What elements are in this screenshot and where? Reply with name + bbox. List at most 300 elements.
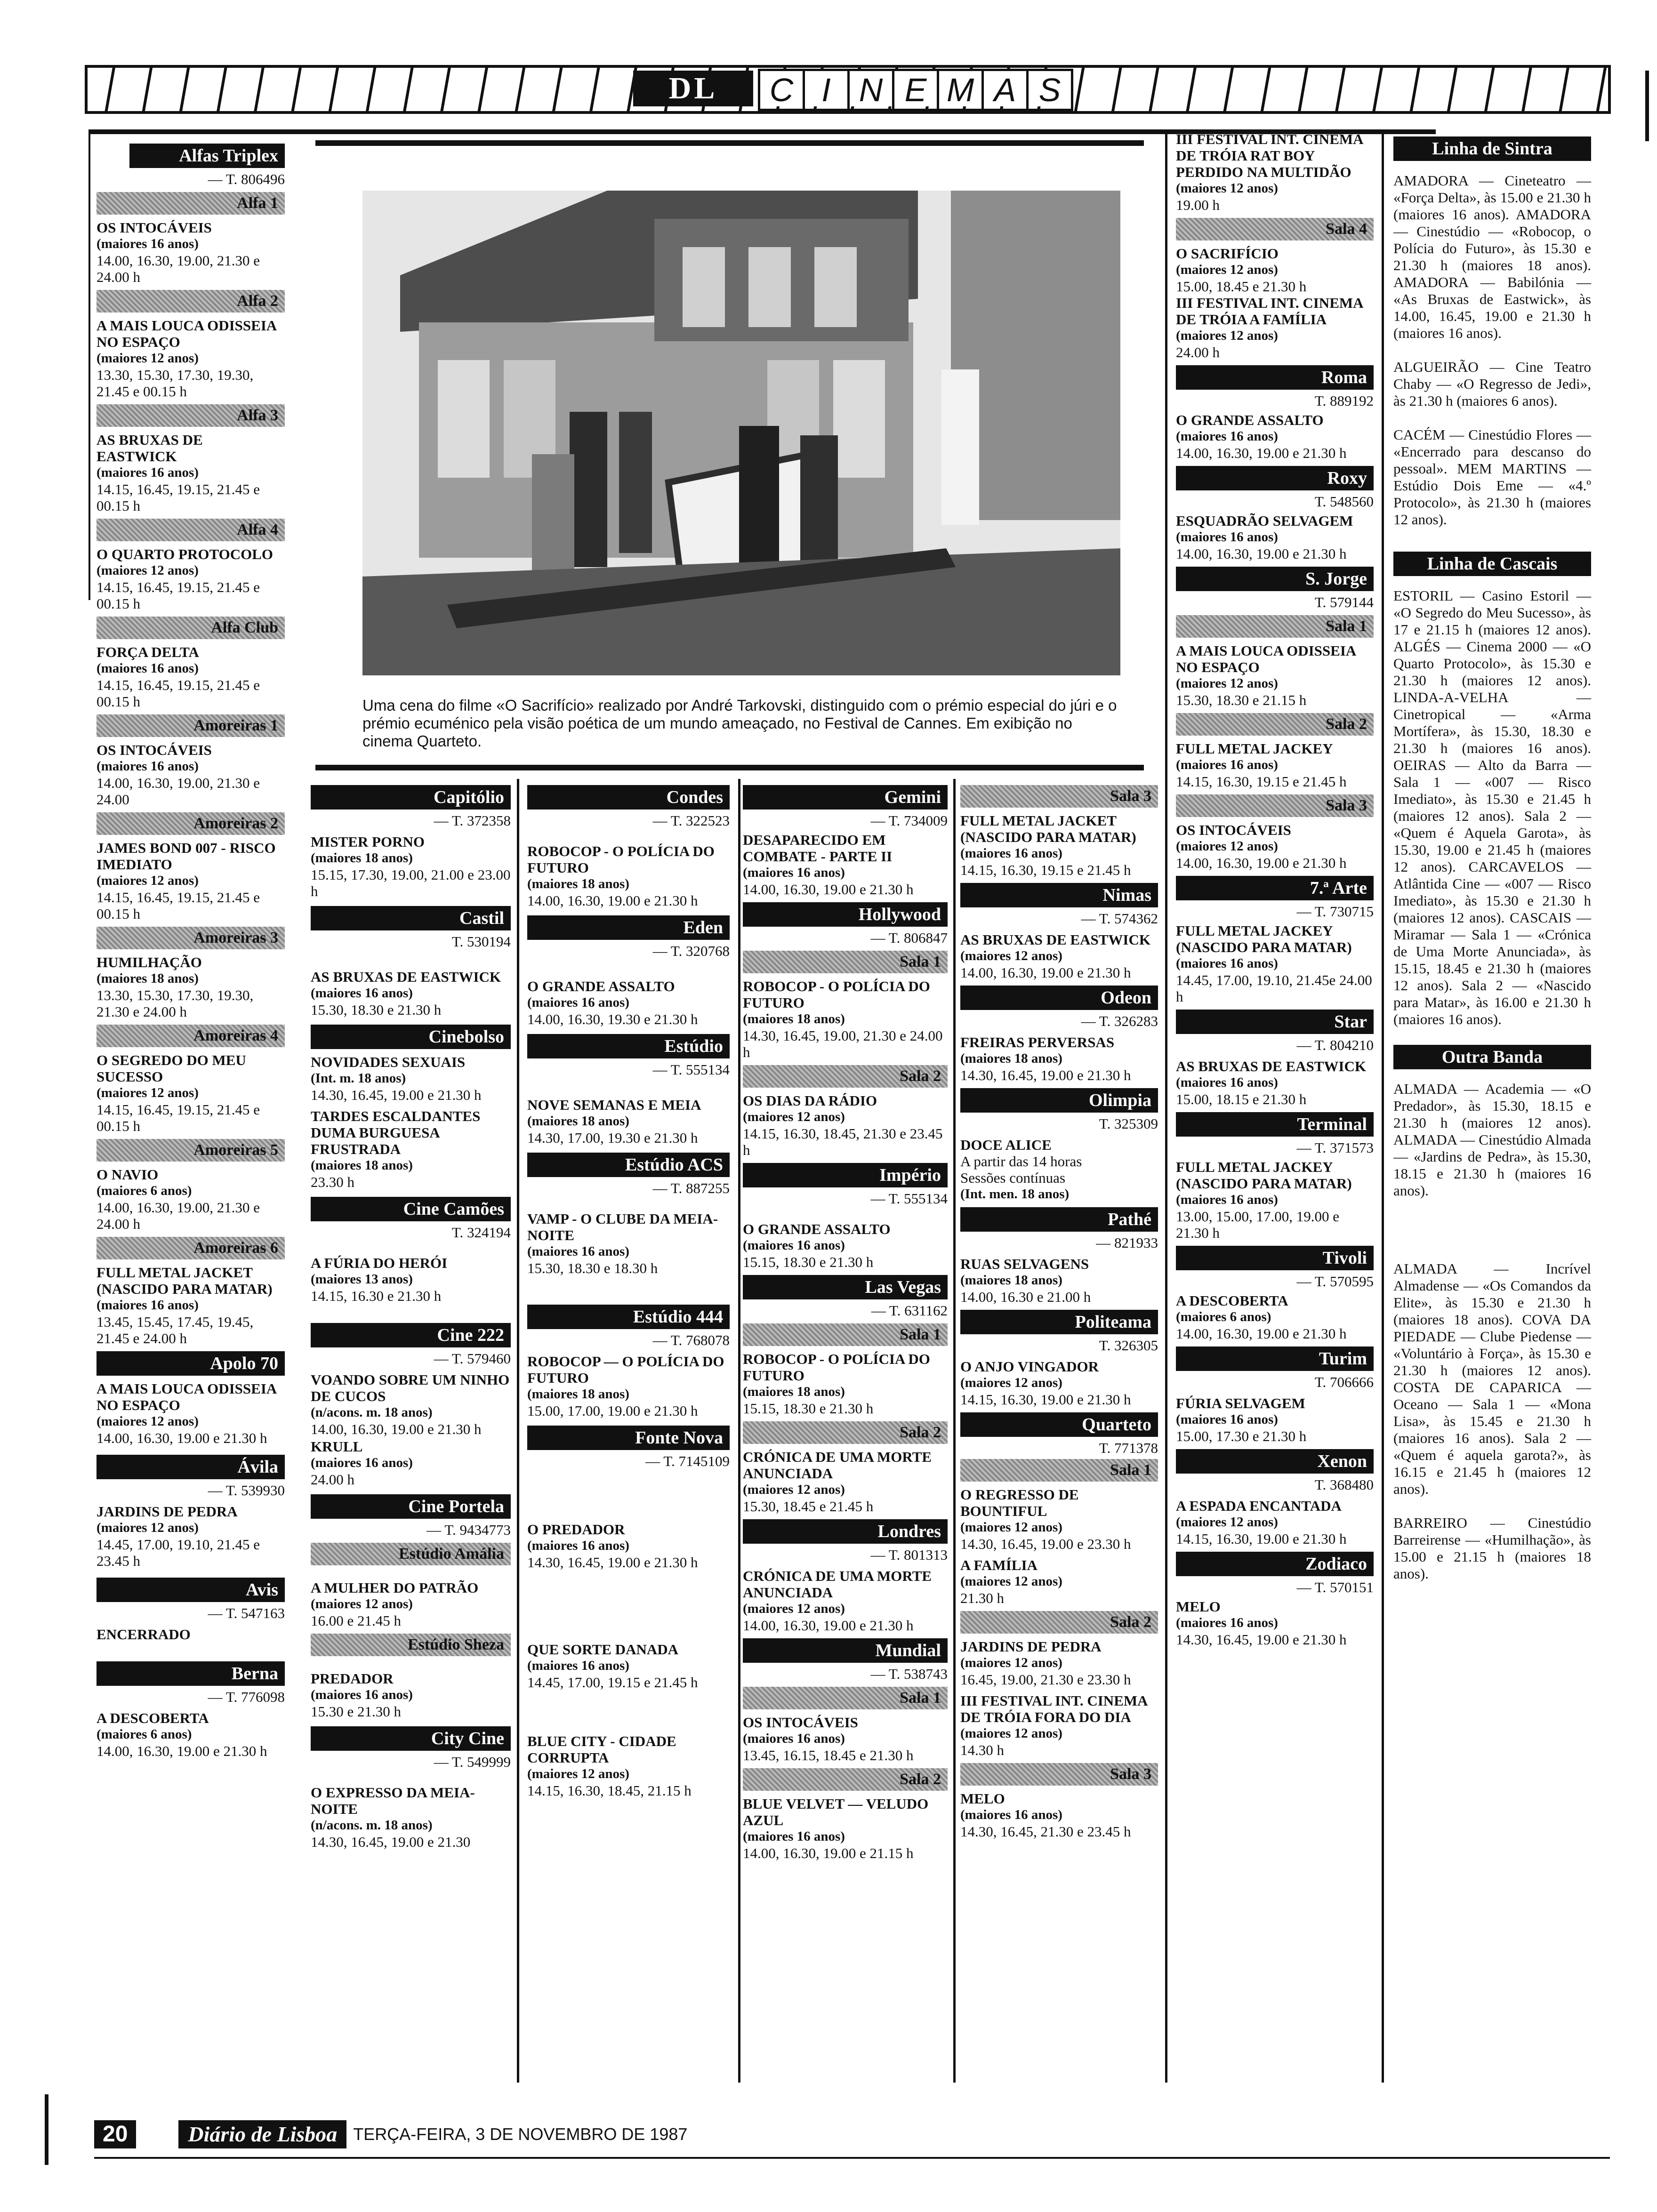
age-rating: (maiores 16 anos) [311,1455,413,1470]
column-1 [97,144,285,1759]
film-title: DESAPARECIDO EM COMBATE - PARTE II [743,832,893,865]
showtimes: 14.30, 16.45, 21.30 e 23.45 h [960,1823,1131,1840]
film-title: AS BRUXAS DE EASTWICK [311,969,501,985]
column-right-a [1176,131,1374,1648]
age-rating: (maiores 12 anos) [960,1655,1062,1670]
showtimes: 14.00, 16.30, 19.00, 21.30 e 24.00 h [97,252,260,285]
screen-header: Amoreiras 2 [97,812,285,835]
film-title: MELO [1176,1598,1221,1615]
film-title: HUMILHAÇÃO [97,954,202,970]
section-letter: E [892,69,939,111]
age-rating: (maiores 16 anos) [97,661,199,676]
showtimes: 14.15, 16.30, 19.00 e 21.30 h [960,1391,1131,1408]
age-rating: (maiores 16 anos) [1176,429,1278,444]
showtimes: 15.00, 18.15 e 21.30 h [1176,1091,1307,1107]
phone-number: T. 324194 [451,1224,511,1241]
phone-number: — T. 9434773 [426,1522,511,1538]
cinema-header: Nimas [960,883,1158,907]
showtimes: 24.00 h [311,1471,354,1488]
film-title: OS INTOCÁVEIS [97,219,212,236]
age-rating: (maiores 12 anos) [1176,1515,1278,1530]
screen-header: Amoreiras 6 [97,1237,285,1259]
age-rating: (maiores 16 anos) [527,1658,629,1673]
phone-number: — T. 322523 [652,812,730,829]
cinema-header: Cine Portela [311,1494,511,1519]
age-rating: (maiores 12 anos) [1176,328,1278,343]
phone-number: — T. 631162 [871,1302,948,1319]
age-rating: (maiores 16 anos) [97,1298,199,1313]
cinema-header: Cine 222 [311,1323,511,1347]
showtimes: 14.00, 16.30, 19.00 e 21.30 h [1176,855,1347,871]
cinema-header: Capitólio [311,785,511,809]
screen-header: Sala 3 [960,785,1158,808]
film-title: ROBOCOP - O POLÍCIA DO FUTURO [743,1351,930,1384]
film-title: O GRANDE ASSALTO [743,1221,891,1237]
region-listing: AMADORA — Cineteatro — «Força Delta», às 15.00 e 21.30 h (maiores 16 anos). AMADORA — Cinestúdio — «Robocop, o Polícia do Futuro», às 15.30 e 21.30 h (maiores 18 anos). AMADORA — Babilónia — «As Bruxas de Eastwick», às 14.00, 16.45, 19.00 e 21.30 h (maiores 16 anos). [1393,172,1591,341]
age-rating: (maiores 13 anos) [311,1272,413,1287]
film-title: A FÚRIA DO HERÓI [311,1255,448,1271]
age-rating: (n/acons. m. 18 anos) [311,1818,433,1833]
screen-header: Alfa 3 [97,404,285,427]
cinema-header: Berna [97,1661,285,1686]
screen-header: Sala 1 [743,1323,948,1346]
region-listing: ALGUEIRÃO — Cine Teatro Chaby — «O Regresso de Jedi», às 21.30 h (maiores 6 anos). [1393,359,1591,409]
age-rating: (maiores 6 anos) [97,1727,192,1742]
age-rating: (maiores 16 anos) [960,1807,1062,1822]
film-title: ROBOCOP - O POLÍCIA DO FUTURO [527,843,715,876]
region-listing: CACÉM — Cinestúdio Flores — «Encerrado para descanso do pessoal». MEM MARTINS — Estúdio Dois Eme — «4.º Protocolo», às 21.30 h (maiores 12 anos). [1393,426,1591,528]
film-title: MELO [960,1790,1005,1807]
screen-header: Alfa 1 [97,192,285,215]
phone-number: T. 325309 [1099,1115,1158,1132]
age-rating: (maiores 16 anos) [743,1238,845,1253]
showtimes: 15.15, 18.30 e 21.30 h [743,1254,874,1270]
film-title: O GRANDE ASSALTO [1176,412,1324,428]
film-title: O ANJO VINGADOR [960,1358,1099,1375]
phone-number: — T. 555134 [652,1061,730,1078]
phone-number: T. 579144 [1314,594,1374,610]
film-title: O REGRESSO DE BOUNTIFUL [960,1486,1079,1519]
phone-number: — T. 326283 [1081,1013,1158,1029]
film-title: JAMES BOND 007 - RISCO IMEDIATO [97,840,276,873]
film-title: FÚRIA SELVAGEM [1176,1395,1305,1411]
age-rating: (maiores 12 anos) [97,873,199,888]
showtimes: 13.30, 15.30, 17.30, 19.30, 21.45 e 00.15 h [97,367,254,400]
showtimes: 14.15, 16.30, 19.00 e 21.30 h [1176,1531,1347,1547]
cinema-header: Odeon [960,986,1158,1010]
showtimes: 15.15, 17.30, 19.00, 21.00 e 23.00 h [311,866,511,899]
age-rating: (maiores 16 anos) [1176,757,1278,772]
phone-number: — T. 555134 [870,1190,948,1207]
showtimes: 24.00 h [1176,344,1220,361]
age-rating: (maiores 12 anos) [527,1766,629,1781]
cinema-header: Olimpia [960,1088,1158,1113]
showtimes: 13.45, 15.45, 17.45, 19.45, 21.45 e 24.00 h [97,1314,254,1346]
film-title: A MULHER DO PATRÃO [311,1579,479,1596]
showtimes: 14.00, 16.30, 19.00 e 21.30 h [97,1743,267,1759]
cinema-header: Condes [527,785,730,809]
film-title: ESQUADRÃO SELVAGEM [1176,513,1353,529]
phone-number: — T. 579460 [434,1350,511,1367]
screen-header: Sala 2 [743,1768,948,1791]
film-title: FULL METAL JACKET (NASCIDO PARA MATAR) [97,1264,273,1297]
showtimes: 14.15, 16.45, 19.15, 21.45 e 00.15 h [97,889,260,922]
age-rating: (maiores 16 anos) [527,995,629,1010]
showtimes-note: A partir das 14 horas [960,1153,1082,1170]
film-title: A MAIS LOUCA ODISSEIA NO ESPAÇO [1176,642,1356,675]
phone-number: — T. 371573 [1296,1139,1374,1156]
showtimes: 15.30, 18.30 e 21.30 h [311,1002,442,1018]
cinema-header: Londres [743,1519,948,1544]
photo-top-rule [315,140,1144,146]
age-rating: (maiores 12 anos) [1176,839,1278,854]
cinema-header: S. Jorge [1176,567,1374,591]
phone-number: — T. 570595 [1296,1273,1374,1290]
showtimes: 14.30, 16.45, 19.00 e 21.30 h [1176,1631,1347,1648]
photo-bottom-rule [315,765,1144,770]
film-title: A DESCOBERTA [97,1710,209,1726]
screen-header: Sala 1 [960,1459,1158,1482]
column-c2 [311,785,511,1850]
film-title: CRÓNICA DE UMA MORTE ANUNCIADA [743,1568,932,1601]
film-title: OS DIAS DA RÁDIO [743,1092,877,1109]
age-rating: (maiores 16 anos) [527,1244,629,1259]
screen-header: Sala 1 [743,951,948,973]
cinema-header: Império [743,1163,948,1187]
film-title: KRULL [311,1438,363,1455]
age-rating: (maiores 12 anos) [97,351,199,366]
film-title: CRÓNICA DE UMA MORTE ANUNCIADA [743,1449,932,1482]
age-rating: (maiores 16 anos) [97,236,199,251]
phone-number: T. 889192 [1314,393,1374,409]
section-letter: S [1026,69,1073,111]
showtimes: 15.30, 18.30 e 18.30 h [527,1260,658,1276]
age-rating: (maiores 16 anos) [97,759,199,774]
cinema-header: Alfas Triplex [129,144,285,168]
showtimes: 15.00, 17.30 e 21.30 h [1176,1428,1307,1444]
cinema-header: Terminal [1176,1112,1374,1137]
region-header: Linha de Cascais [1393,552,1591,576]
film-still-photo [362,191,1120,675]
film-title: JARDINS DE PEDRA [97,1503,238,1520]
film-title: QUE SORTE DANADA [527,1641,679,1658]
issue-date: TERÇA-FEIRA, 3 DE NOVEMBRO DE 1987 [353,2124,688,2144]
cinema-header: Apolo 70 [97,1351,285,1376]
age-rating: (maiores 18 anos) [311,850,413,866]
column-divider [1382,134,1384,2083]
age-rating: (maiores 12 anos) [311,1596,413,1611]
cinema-header: Castil [311,906,511,930]
showtimes: 14.15, 16.45, 19.15, 21.45 e 00.15 h [97,1101,260,1134]
film-title: O NAVIO [97,1166,159,1183]
film-title: MISTER PORNO [311,834,425,850]
showtimes: 19.00 h [1176,197,1220,213]
showtimes: 14.15, 16.45, 19.15, 21.45 e 00.15 h [97,677,260,710]
phone-number: — T. 320768 [652,943,730,959]
age-rating: (maiores 12 anos) [1176,676,1278,691]
film-title: ENCERRADO [97,1626,191,1643]
age-rating: (Int. m. 18 anos) [311,1071,406,1086]
age-rating: (maiores 12 anos) [1176,262,1278,277]
cinema-header: Cine Camões [311,1197,511,1221]
showtimes: 14.30, 17.00, 19.30 e 21.30 h [527,1130,698,1146]
film-title: O PREDADOR [527,1521,625,1538]
cinema-header: Pathé [960,1207,1158,1232]
phone-number: T. 530194 [451,933,511,950]
age-rating: (maiores 16 anos) [1176,956,1278,971]
film-title: ROBOCOP — O POLÍCIA DO FUTURO [527,1353,724,1386]
section-title [760,69,1073,106]
age-rating: (maiores 18 anos) [527,1114,629,1129]
edge-mark [45,2094,48,2165]
showtimes: 14.15, 16.30, 18.45, 21.30 e 23.45 h [743,1125,943,1158]
showtimes: 15.30, 18.45 e 21.45 h [743,1498,874,1515]
phone-number: T. 771378 [1099,1440,1158,1456]
showtimes: 13.00, 15.00, 17.00, 19.00 e 21.30 h [1176,1208,1340,1241]
showtimes: 14.00, 16.30 e 21.00 h [960,1289,1091,1305]
age-rating: (maiores 18 anos) [527,876,629,891]
footer [94,2120,687,2148]
screen-header: Amoreiras 4 [97,1025,285,1047]
showtimes: 14.15, 16.30, 19.15 e 21.45 h [1176,773,1347,790]
cinema-header: Quarteto [960,1412,1158,1437]
film-title: PREDADOR [311,1670,394,1687]
screen-header: Sala 1 [743,1687,948,1709]
showtimes: 14.00, 16.30, 19.00, 21.30 e 24.00 [97,775,260,808]
cinema-header: Fonte Nova [527,1426,730,1450]
screen-header: Sala 2 [743,1421,948,1444]
phone-number: T. 326305 [1099,1337,1158,1354]
age-rating: (maiores 16 anos) [97,465,199,480]
cinema-header: Politeama [960,1310,1158,1334]
showtimes: 14.15, 16.30 e 21.30 h [311,1288,442,1304]
phone-number: — T. 801313 [870,1547,948,1563]
newspaper-name: Diário de Lisboa [178,2120,346,2148]
age-rating: (maiores 12 anos) [960,1375,1062,1390]
screen-header: Amoreiras 3 [97,927,285,949]
age-rating: (maiores 12 anos) [743,1109,845,1124]
showtimes: 14.30, 16.45, 19.00 e 21.30 h [527,1554,698,1571]
showtimes: 14.45, 17.00, 19.15 e 21.45 h [527,1674,698,1691]
region-listing: BARREIRO — Cinestúdio Barreirense — «Humilhação», às 15.00 e 21.15 h (maiores 18 anos). [1393,1515,1591,1582]
cinema-header: 7.ª Arte [1176,876,1374,900]
film-title: VAMP - O CLUBE DA MEIA-NOITE [527,1210,718,1243]
showtimes: 14.30, 16.45, 19.00 e 21.30 h [311,1087,482,1103]
film-title: AS BRUXAS DE EASTWICK [960,931,1150,948]
film-title: A MAIS LOUCA ODISSEIA NO ESPAÇO [97,317,276,350]
phone-number: — T. 806847 [870,930,948,946]
film-title: FULL METAL JACKET (NASCIDO PARA MATAR) [960,812,1136,845]
age-rating: (maiores 16 anos) [743,1731,845,1746]
film-title: A DESCOBERTA [1176,1292,1288,1309]
showtimes: 15.30 e 21.30 h [311,1703,402,1720]
column-regional [1393,136,1591,1599]
film-title: A FAMÍLIA [960,1557,1038,1573]
age-rating: (maiores 18 anos) [960,1273,1062,1288]
phone-number: — T. 539930 [208,1482,285,1499]
screen-header: Sala 2 [1176,713,1374,736]
cinema-header: Turim [1176,1346,1374,1371]
phone-number: — T. 547163 [208,1605,285,1621]
phone-number: — T. 730715 [1296,903,1374,920]
age-rating: (maiores 12 anos) [743,1482,845,1497]
age-rating: (maiores 12 anos) [960,1574,1062,1589]
showtimes: 14.00, 16.30, 19.00 e 21.30 h [960,964,1131,981]
cinema-header: Eden [527,915,730,940]
column-divider [953,779,956,2083]
column-divider [1165,134,1167,2083]
showtimes: 14.00, 16.30, 19.00 e 21.15 h [743,1845,914,1861]
film-still-illustration [362,191,1120,675]
showtimes: 14.00, 16.30, 19.00 e 21.30 h [97,1430,267,1446]
film-title: O SACRIFÍCIO [1176,245,1279,262]
showtimes: 14.00, 16.30, 19.00, 21.30 e 24.00 h [97,1199,260,1232]
phone-number: — T. 570151 [1296,1579,1374,1595]
screen-header: Sala 1 [1176,615,1374,638]
showtimes-note: Sessões contínuas [960,1170,1066,1186]
age-rating: (maiores 12 anos) [97,563,199,578]
phone-number: — T. 549999 [434,1754,511,1770]
section-letter: M [937,69,984,111]
left-rule [88,129,90,600]
screen-header: Amoreiras 1 [97,714,285,737]
showtimes: 14.00, 16.30, 19.00 e 21.30 h [743,1617,914,1634]
age-rating: (maiores 6 anos) [97,1183,192,1198]
column-divider [517,779,519,2083]
showtimes: 14.30, 16.45, 19.00 e 23.30 h [960,1536,1131,1552]
age-rating: (maiores 16 anos) [1176,1075,1278,1090]
cinema-header: Roma [1176,365,1374,390]
phone-number: — T. 768078 [652,1332,730,1348]
film-title: III FESTIVAL INT. CINEMA DE TRÓIA RAT BOY PERDIDO NA MULTIDÃO [1176,131,1363,180]
newspaper-logo: DL [633,71,753,106]
film-title: NOVE SEMANAS E MEIA [527,1097,701,1113]
film-title: BLUE VELVET — VELUDO AZUL [743,1795,929,1828]
age-rating: (n/acons. m. 18 anos) [311,1405,433,1420]
phone-number: — T. 538743 [870,1666,948,1682]
showtimes: 14.15, 16.30, 19.15 e 21.45 h [960,862,1131,878]
age-rating: (maiores 12 anos) [960,1520,1062,1535]
showtimes: 16.00 e 21.45 h [311,1612,402,1629]
age-rating: (maiores 16 anos) [1176,1192,1278,1207]
region-header: Outra Banda [1393,1045,1591,1069]
showtimes: 14.45, 17.00, 19.10, 21.45e 24.00 h [1176,972,1372,1005]
showtimes: 13.45, 16.15, 18.45 e 21.30 h [743,1747,914,1763]
showtimes: 13.30, 15.30, 17.30, 19.30, 21.30 e 24.00 h [97,987,254,1020]
showtimes: 14.00, 16.30, 19.00 e 21.30 h [743,881,914,898]
phone-number: — T. 372358 [434,812,511,829]
screen-header: Alfa Club [97,617,285,639]
age-rating: (maiores 18 anos) [311,1158,413,1173]
age-rating: (maiores 12 anos) [97,1414,199,1429]
showtimes: 15.00, 18.45 e 21.30 h [1176,278,1307,295]
age-rating: (maiores 16 anos) [960,846,1062,861]
age-rating: (maiores 18 anos) [527,1387,629,1402]
film-title: O GRANDE ASSALTO [527,978,675,994]
phone-number: — T. 734009 [870,812,948,829]
film-title: OS INTOCÁVEIS [97,742,212,758]
section-letter: A [981,69,1029,111]
age-rating: (maiores 16 anos) [527,1538,629,1553]
cinema-header: Avis [97,1578,285,1602]
age-rating: (maiores 12 anos) [960,948,1062,963]
region-header: Linha de Sintra [1393,136,1591,161]
screen-header: Estúdio Sheza [311,1634,511,1656]
age-rating: (maiores 16 anos) [1176,529,1278,545]
age-rating: (maiores 6 anos) [1176,1309,1271,1324]
screen-header: Amoreiras 5 [97,1139,285,1162]
film-title: BLUE CITY - CIDADE CORRUPTA [527,1733,676,1766]
showtimes: 14.30 h [960,1742,1004,1758]
film-title: OS INTOCÁVEIS [1176,822,1291,838]
cinema-header: Zodiaco [1176,1552,1374,1576]
age-rating: (maiores 12 anos) [1176,181,1278,196]
showtimes: 15.00, 17.00, 19.00 e 21.30 h [527,1403,698,1419]
showtimes: 14.15, 16.45, 19.15, 21.45 e 00.15 h [97,579,260,612]
region-listing: ALMADA — Incrível Almadense — «Os Comandos da Elite», às 15.30 e 21.30 h (maiores 18 anos). COVA DA PIEDADE — Clube Piedense — «Voluntário à Força», às 15.30 e 21.30 h (maiores 12 anos). COSTA DE CAPARICA — Oceano — Sala 1 — «Mona Lisa», às 15.45 e 21.30 h (maiores 16 anos). Sala 2 — «Quem é aquela garota?», às 16.15 e 21.45 h (maiores 12 anos). [1393,1260,1591,1497]
cinema-header: Hollywood [743,902,948,927]
film-title: III FESTIVAL INT. CINEMA DE TRÓIA A FAMÍLIA [1176,295,1363,328]
phone-number: — T. 7145109 [645,1453,730,1469]
age-rating: (maiores 18 anos) [97,971,199,986]
film-title: OS INTOCÁVEIS [743,1714,858,1731]
showtimes: 14.00, 16.30, 19.30 e 21.30 h [527,1011,698,1027]
phone-number: — T. 776098 [208,1689,285,1705]
showtimes: 14.00, 16.30, 19.00 e 21.30 h [1176,445,1347,461]
film-title: O EXPRESSO DA MEIA-NOITE [311,1784,475,1817]
column-c5 [960,785,1158,1840]
edge-mark [1645,71,1649,141]
cinema-header: Xenon [1176,1449,1374,1474]
film-title: A ESPADA ENCANTADA [1176,1498,1342,1514]
cinema-header: Ávila [97,1455,285,1479]
age-rating: (maiores 16 anos) [743,1829,845,1844]
age-rating: (maiores 12 anos) [743,1601,845,1616]
cinema-header: Estúdio ACS [527,1153,730,1177]
showtimes: 14.00, 16.30, 19.00 e 21.30 h [1176,545,1347,562]
cinema-header: Star [1176,1010,1374,1034]
age-rating: (maiores 16 anos) [311,986,413,1001]
film-title: FULL METAL JACKEY (NASCIDO PARA MATAR) [1176,922,1352,955]
region-listing: ESTORIL — Casino Estoril — «O Segredo do Meu Sucesso», às 17 e 21.15 h (maiores 12 anos). ALGÉS — Cinema 2000 — «O Quarto Protocolo», às 15.30 e 21.30 h (maiores 12 anos). LINDA-A-VELHA — Cinetropical — «Arma Mortífera», às 15.30, 18.30 e 21.30 h (maiores 16 anos). OEIRAS — Alto da Barra — Sala 1 — «007 — Risco Imediato», às 15.30 e 21.45 h (maiores 12 anos). Sala 2 — «Quem é Aquela Garota», às 15.30, 19.00 e 21.45 h (maiores 12 anos). CARCAVELOS — Atlântida Cine — «007 — Risco Imediato», às 15.30 e 21.30 h (maiores 12 anos). CASCAIS — Miramar — Sala 1 — «Crónica de Uma Morte Anunciada», às 15.15, 18.45 e 21.30 h (maiores 12 anos). Sala 2 — «Nascido para Matar», às 16.00 e 21.30 h (maiores 16 anos). [1393,587,1591,1027]
section-letter: I [803,69,850,111]
phone-number: — T. 574362 [1081,910,1158,927]
age-rating: (maiores 16 anos) [743,865,845,880]
showtimes: 21.30 h [960,1590,1004,1606]
phone-number: T. 706666 [1314,1374,1374,1390]
column-c4 [743,785,948,1861]
cinema-header: Las Vegas [743,1275,948,1299]
showtimes: 23.30 h [311,1174,354,1190]
cinema-header: Cinebolso [311,1025,511,1049]
showtimes: 14.30, 16.45, 19.00 e 21.30 h [960,1067,1131,1083]
screen-header: Sala 4 [1176,218,1374,240]
showtimes: 14.00, 16.30, 19.00 e 21.30 h [527,892,698,909]
film-title: TARDES ESCALDANTES DUMA BURGUESA FRUSTRADA [311,1108,481,1157]
age-rating: (maiores 16 anos) [1176,1412,1278,1427]
cinema-header: Roxy [1176,466,1374,490]
phone-number: — T. 887255 [652,1180,730,1196]
cinema-header: Gemini [743,785,948,809]
age-rating: (maiores 18 anos) [743,1384,845,1399]
page-number: 20 [94,2120,136,2148]
showtimes: 14.00, 16.30, 19.00 e 21.30 h [311,1421,482,1437]
film-title: AS BRUXAS DE EASTWICK [1176,1058,1366,1074]
phone-number: T. 548560 [1314,493,1374,510]
column-c3 [527,785,730,1799]
phone-number: — T. 806496 [208,171,285,187]
film-title: VOANDO SOBRE UM NINHO DE CUCOS [311,1371,510,1404]
